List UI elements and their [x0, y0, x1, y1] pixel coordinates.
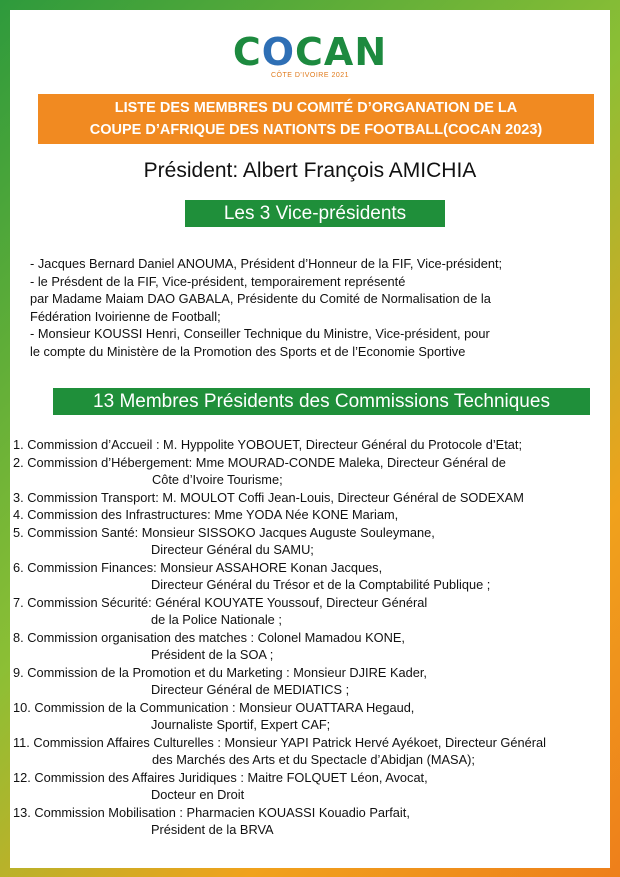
vp-line: le compte du Ministère de la Promotion des Sports et de l’Economie Sportive	[30, 343, 466, 359]
commission-line: 7. Commission Sécurité: Général KOUYATE Youssouf, Directeur Général	[13, 594, 428, 610]
commission-line: Directeur Général du SAMU;	[151, 542, 314, 557]
vp-line: - Monsieur KOUSSI Henri, Conseiller Technique du Ministre, Vice-président, pour	[30, 326, 490, 341]
document-page	[10, 10, 610, 868]
commission-line: 12. Commission des Affaires Juridiques : Maitre FOLQUET Léon, Avocat,	[13, 769, 428, 785]
commission-line: 2. Commission d’Hébergement: Mme MOURAD-CONDE Maleka, Directeur Général de	[13, 454, 506, 470]
commission-line: Directeur Général du Trésor et de la Comptabilité Publique ;	[151, 577, 491, 592]
vp-line: par Madame Maiam DAO GABALA, Présidente du Comité de Normalisation de la	[30, 291, 491, 306]
commission-line: Côte d’Ivoire Tourisme;	[152, 472, 283, 487]
banner-line-2: COUPE D’AFRIQUE DES NATIONTS DE FOOTBALL(COCAN 2023)	[89, 122, 543, 138]
commission-line: Président de la SOA ;	[151, 647, 274, 662]
vp-line: Fédération Ivoirienne de Football;	[30, 308, 221, 324]
logo-wordmark	[233, 32, 387, 72]
logo-letter-c: C	[232, 30, 262, 74]
commission-line: 1. Commission d’Accueil : M. Hyppolite YOBOUET, Directeur Général du Protocole d’Etat;	[13, 437, 523, 452]
commission-line: Journaliste Sportif, Expert CAF;	[151, 717, 331, 732]
commission-line: 9. Commission de la Promotion et du Marketing : Monsieur DJIRE Kader,	[13, 664, 427, 680]
commission-line: 10. Commission de la Communication : Monsieur OUATTARA Hegaud,	[13, 699, 415, 715]
commissions-heading: 13 Membres Présidents des Commissions Techniques	[53, 388, 590, 415]
commission-line: de la Police Nationale ;	[151, 612, 282, 627]
vice-presidents-list	[30, 255, 600, 360]
commission-line: des Marchés des Arts et du Spectacle d’Abidjan (MASA);	[152, 752, 475, 767]
commissions-list	[13, 436, 610, 839]
commission-line: Directeur Général de MEDIATICS ;	[151, 682, 350, 697]
commission-line: Docteur en Droit	[151, 787, 245, 802]
title-banner	[38, 94, 594, 144]
commission-line: 5. Commission Santé: Monsieur SISSOKO Jacques Auguste Souleymane,	[13, 524, 435, 540]
commission-line: 4. Commission des Infrastructures: Mme YODA Née KONE Mariam,	[13, 507, 399, 522]
logo-globe-o: O	[261, 30, 296, 74]
commission-line: 6. Commission Finances: Monsieur ASSAHORE Konan Jacques,	[13, 559, 383, 575]
logo-letters-can: CAN	[295, 30, 388, 74]
commission-line: 3. Commission Transport: M. MOULOT Coffi Jean-Louis, Directeur Général de SODEXAM	[13, 489, 524, 505]
cocan-logo	[10, 32, 610, 79]
commission-line: 13. Commission Mobilisation : Pharmacien KOUASSI Kouadio Parfait,	[13, 804, 410, 820]
commission-line: 8. Commission organisation des matches : Colonel Mamadou KONE,	[13, 629, 405, 645]
commission-line: 11. Commission Affaires Culturelles : Monsieur YAPI Patrick Hervé Ayékoet, Directeur Général	[13, 734, 546, 750]
vp-line: - le Présdent de la FIF, Vice-président, temporairement représenté	[30, 273, 406, 289]
banner-line-1: LISTE DES MEMBRES DU COMITÉ D’ORGANATION DE LA	[114, 100, 518, 116]
commission-line: Président de la BRVA	[151, 822, 274, 837]
vp-line: - Jacques Bernard Daniel ANOUMA, Président d’Honneur de la FIF, Vice-président;	[30, 256, 503, 271]
vice-presidents-heading: Les 3 Vice-présidents	[185, 200, 445, 227]
president-line: Président: Albert François AMICHIA	[143, 159, 477, 182]
logo-subtitle: CÔTE D'IVOIRE 2021	[270, 72, 350, 79]
